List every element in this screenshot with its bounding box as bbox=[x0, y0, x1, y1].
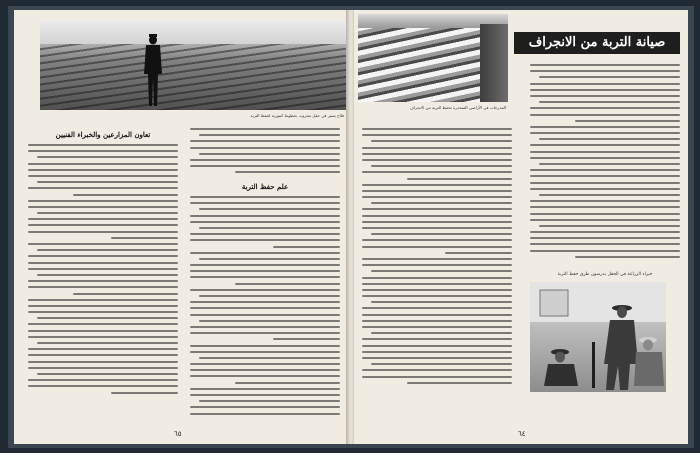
section-heading-1: تعاون المزارعين والخبراء الفنيين bbox=[55, 130, 151, 139]
article-title: صيانة التربة من الانجراف bbox=[514, 32, 680, 54]
text-column-right bbox=[190, 196, 340, 419]
right-page bbox=[354, 10, 688, 444]
text-column-right-upper bbox=[530, 64, 680, 262]
text-column-right-top bbox=[190, 128, 340, 178]
farmer-field-photo bbox=[40, 20, 348, 110]
left-page bbox=[14, 10, 348, 444]
field-workers-photo bbox=[530, 282, 666, 392]
text-column-left bbox=[362, 128, 512, 388]
farmer-figure bbox=[142, 34, 164, 108]
page-number-left: ٦٥ bbox=[174, 430, 182, 438]
field-workers-figures bbox=[530, 282, 666, 392]
magazine-spread bbox=[8, 6, 694, 448]
text-column-left bbox=[28, 144, 178, 398]
terrace-caption: المدرجات في الأراضي المنحدرة تحفظ التربة من الانجراف bbox=[409, 105, 506, 110]
section-heading-2: علم حفظ التربة bbox=[241, 182, 289, 191]
terraced-land-photo bbox=[358, 14, 508, 102]
photo-caption: فلاح يسير في حقل محروث بخطوط كنتورية لحفظ التربة bbox=[250, 113, 344, 118]
page-number-right: ٦٤ bbox=[518, 430, 526, 438]
workers-caption: خبراء الزراعة في الحقل يدرسون طرق حفظ التربة bbox=[557, 272, 653, 277]
